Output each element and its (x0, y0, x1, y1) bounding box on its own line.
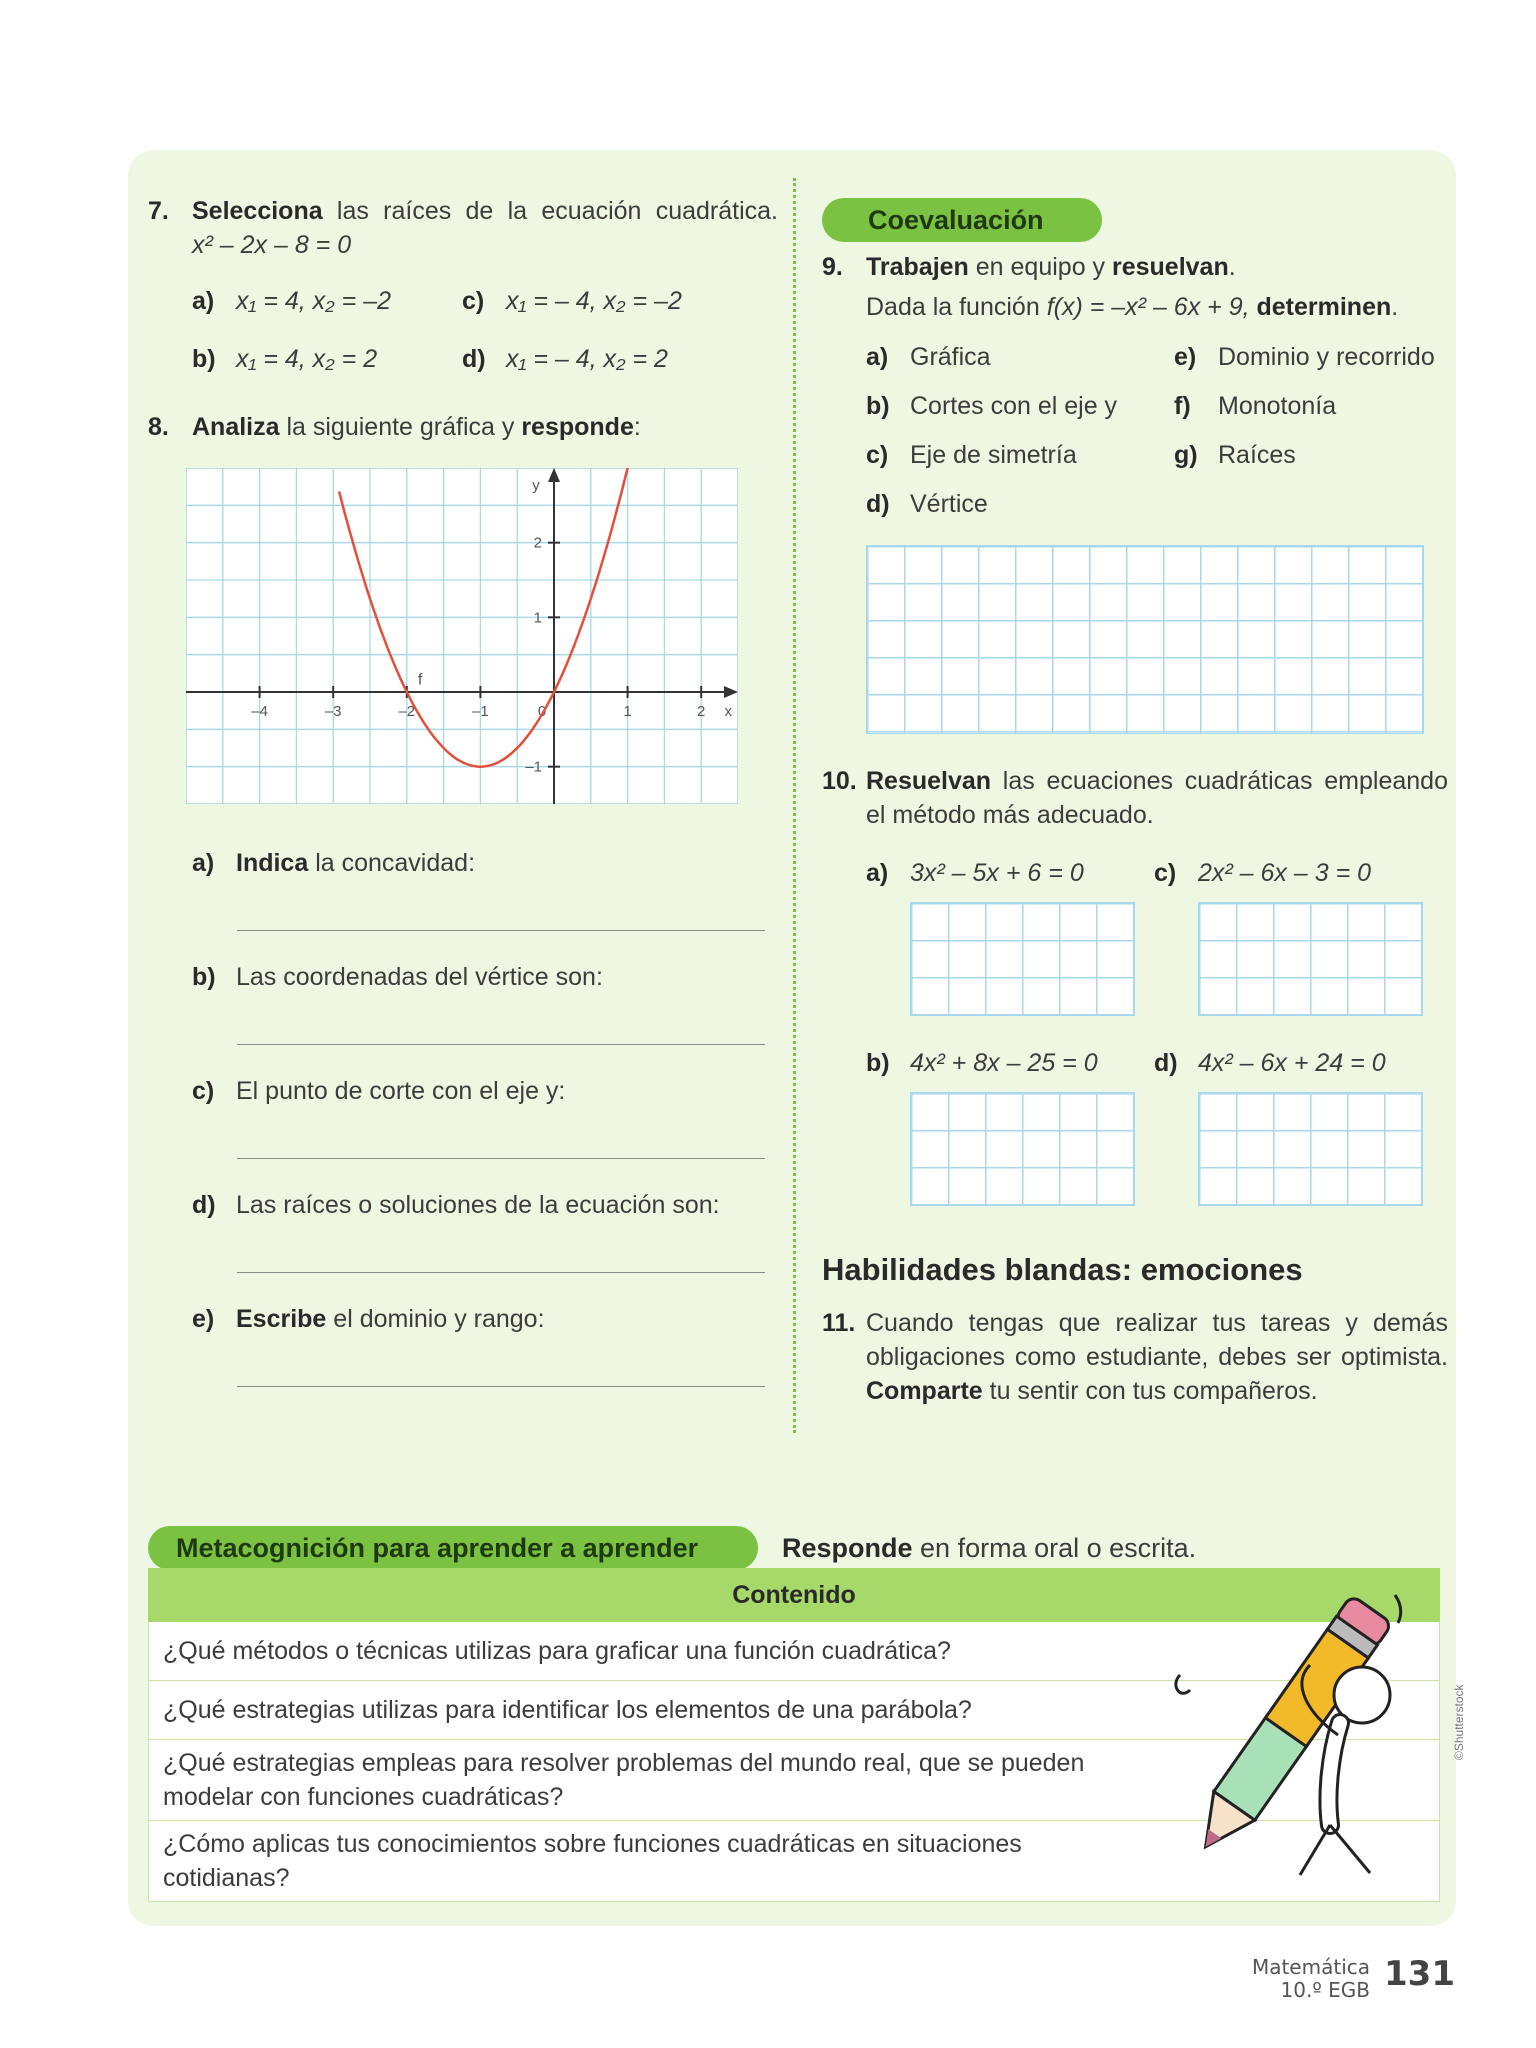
q8-item-b: b) Las coordenadas del vértice son: (192, 963, 603, 991)
answer-line-a[interactable] (237, 930, 765, 931)
answer-line-d[interactable] (237, 1272, 765, 1273)
q8-statement: 8. Analiza la siguiente gráfica y responde: (148, 413, 641, 441)
x-tick-label: –3 (324, 703, 342, 720)
table-header: Contenido (149, 1569, 1440, 1622)
q9-item-f: f) Monotonía (1174, 392, 1337, 420)
q10-grid-d[interactable] (1198, 1092, 1423, 1206)
q7-option-d[interactable]: d) x₁ = – 4, x₂ = 2 (462, 345, 668, 373)
q10-item-a: a) 3x² – 5x + 6 = 0 (866, 859, 1084, 887)
q9-item-c: c) Eje de simetría (866, 441, 1077, 469)
metacognicion-instruction: Responde en forma oral o escrita. (782, 1533, 1197, 1563)
coevaluacion-pill: Coevaluación (822, 198, 1102, 242)
q9-statement: 9. Trabajen en equipo y resuelvan. (822, 253, 1236, 281)
q10-item-d: d) 4x² – 6x + 24 = 0 (1154, 1049, 1386, 1077)
curve-label: f (417, 671, 423, 689)
q10-item-b: b) 4x² + 8x – 25 = 0 (866, 1049, 1098, 1077)
q7-equation: x² – 2x – 8 = 0 (192, 231, 352, 259)
y-tick-label: –1 (525, 758, 542, 776)
pencil-character-illustration (1140, 1585, 1440, 1885)
q9-item-e: e) Dominio y recorrido (1174, 343, 1435, 371)
q8-item-a: a) Indica la concavidad: (192, 849, 476, 877)
footer-subject: Matemática 10.º EGB (1251, 1955, 1370, 2002)
q10-statement: 10. Resuelvan las ecuaciones cuadráticas empleando el método más adecuado. (822, 767, 1448, 829)
page-number: 131 (1384, 1954, 1455, 1994)
q9-work-grid[interactable] (866, 545, 1424, 734)
metacognicion-pill: Metacognición para aprender a aprender (148, 1526, 758, 1570)
y-axis-label: y (532, 477, 540, 494)
q10-grid-a[interactable] (910, 902, 1135, 1016)
q7-option-b[interactable]: b) x₁ = 4, x₂ = 2 (192, 345, 378, 373)
table-row: ¿Qué métodos o técnicas utilizas para graficar una función cuadrática? (149, 1622, 1440, 1681)
x-tick-label: 2 (697, 703, 706, 720)
q9-item-d: d) Vértice (866, 490, 988, 518)
x-tick-label: 1 (623, 703, 632, 720)
q9-function-line: Dada la función f(x) = –x² – 6x + 9, determinen. (866, 293, 1399, 321)
x-tick-label: –1 (472, 703, 489, 720)
q9-item-a: a) Gráfica (866, 343, 991, 371)
q7-option-c[interactable]: c) x₁ = – 4, x₂ = –2 (462, 287, 682, 315)
column-divider (793, 178, 796, 1433)
table-row: ¿Qué estrategias utilizas para identificar los elementos de una parábola? (149, 1681, 1440, 1740)
x-tick-label: –4 (251, 703, 268, 720)
answer-line-e[interactable] (237, 1386, 765, 1387)
answer-line-b[interactable] (237, 1044, 765, 1045)
q9-item-g: g) Raíces (1174, 441, 1296, 469)
table-row: ¿Qué estrategias empleas para resolver problemas del mundo real, que se pueden modelar con funciones cuadráticas? (149, 1740, 1440, 1821)
x-tick-label: 0 (537, 703, 547, 720)
q8-item-c: c) El punto de corte con el eje y: (192, 1077, 566, 1105)
image-credit: ©Shutterstock (1452, 1684, 1466, 1760)
q9-item-b: b) Cortes con el eje y (866, 392, 1118, 420)
habilidades-title: Habilidades blandas: emociones (822, 1252, 1303, 1287)
x-tick-label: –2 (398, 703, 416, 720)
q10-grid-b[interactable] (910, 1092, 1135, 1206)
parabola-chart (186, 468, 738, 804)
q11-statement: 11. Cuando tengas que realizar tus tareas y demás obligaciones como estudiante, debes ser optimista. Comparte tu sentir con tus compañeros. (822, 1309, 1448, 1405)
x-axis-label: x (724, 703, 732, 720)
q7-option-a[interactable]: a) x₁ = 4, x₂ = –2 (192, 287, 392, 315)
q10-grid-c[interactable] (1198, 902, 1423, 1016)
q8-item-e: e) Escribe el dominio y rango: (192, 1305, 545, 1333)
y-tick-label: 1 (533, 609, 542, 627)
q8-item-d: d) Las raíces o soluciones de la ecuación son: (192, 1191, 720, 1219)
answer-line-c[interactable] (237, 1158, 765, 1159)
y-tick-label: 2 (533, 534, 542, 552)
q10-item-c: c) 2x² – 6x – 3 = 0 (1154, 859, 1372, 887)
q7-statement: 7. Selecciona las raíces de la ecuación cuadrática. (148, 197, 778, 225)
chart-background (186, 468, 738, 804)
table-row: ¿Cómo aplicas tus conocimientos sobre funciones cuadráticas en situaciones cotidianas? (149, 1821, 1440, 1902)
